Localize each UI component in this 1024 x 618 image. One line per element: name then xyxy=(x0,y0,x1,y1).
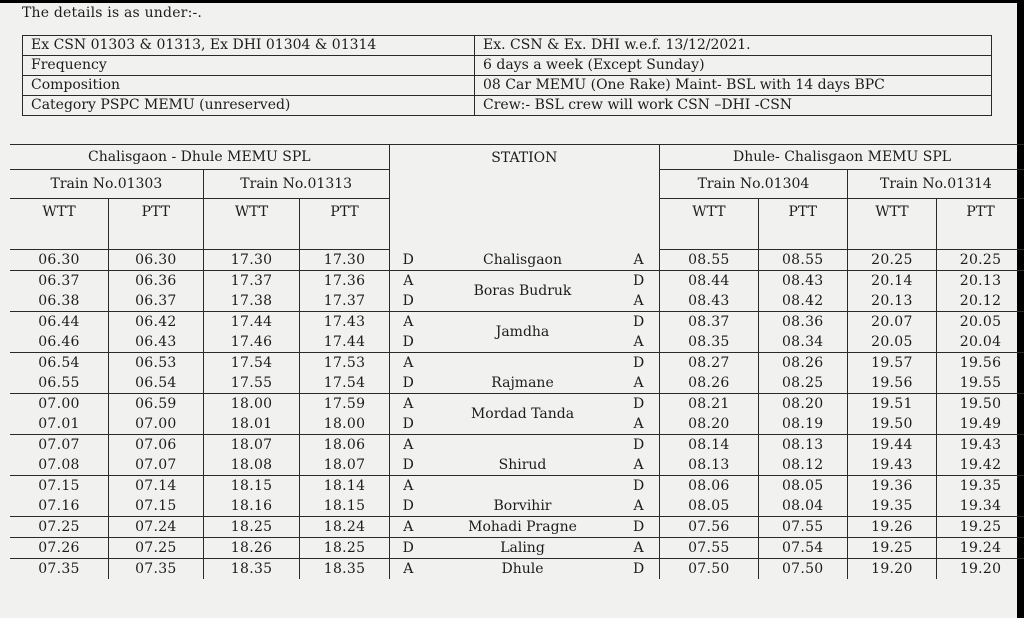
ptt-time: 07.15 xyxy=(108,496,203,517)
arrival-departure-flag: A xyxy=(618,414,660,435)
ptt-time: 18.24 xyxy=(300,517,389,538)
ptt-time: 07.25 xyxy=(108,538,203,559)
wtt-time: 18.07 xyxy=(203,435,300,456)
ptt-time: 19.56 xyxy=(959,355,1002,371)
station-name: Chalisgaon xyxy=(427,250,618,271)
ptt-time: 18.14 xyxy=(300,476,389,497)
ptt-time: 20.12 xyxy=(937,291,1024,312)
wtt-header: WTT xyxy=(660,199,759,250)
wtt-time: 07.35 xyxy=(10,559,108,580)
ptt-header: PTT xyxy=(108,199,203,250)
ptt-time: 08.04 xyxy=(758,496,847,517)
timetable-row xyxy=(10,538,1024,559)
wtt-time: 17.37 xyxy=(203,271,300,292)
arrival-departure-flag: A xyxy=(403,478,414,494)
ptt-time: 08.34 xyxy=(758,332,847,353)
ptt-time: 06.30 xyxy=(108,250,203,271)
wtt-time: 18.26 xyxy=(203,538,300,559)
wtt-time: 08.21 xyxy=(660,394,759,415)
info-row xyxy=(23,96,992,116)
wtt-time: 08.05 xyxy=(660,496,759,517)
ptt-time: 07.54 xyxy=(758,538,847,559)
arrival-departure-flag: D xyxy=(618,559,660,580)
info-right: Ex. CSN & Ex. DHI w.e.f. 13/12/2021. xyxy=(475,36,992,56)
ptt-time: 06.43 xyxy=(108,332,203,353)
ptt-time: 19.35 xyxy=(959,478,1002,494)
wtt-time: 19.35 xyxy=(847,496,936,517)
wtt-time: 08.55 xyxy=(660,250,759,271)
wtt-time: 06.55 xyxy=(10,373,108,394)
arrival-departure-flag: A xyxy=(403,396,414,412)
ptt-time: 17.44 xyxy=(300,332,389,353)
ptt-time: 17.36 xyxy=(300,271,389,292)
station-name: Rajmane xyxy=(427,373,618,394)
wtt-time: 19.20 xyxy=(847,559,936,580)
ptt-time: 19.24 xyxy=(937,538,1024,559)
wtt-time: 20.05 xyxy=(847,332,936,353)
timetable-row xyxy=(10,271,1024,292)
wtt-time: 20.25 xyxy=(847,250,936,271)
timetable-row xyxy=(10,517,1024,538)
ptt-time: 20.05 xyxy=(959,314,1002,330)
ptt-time: 06.42 xyxy=(108,312,203,333)
wtt-time: 06.46 xyxy=(10,332,108,353)
ptt-time: 08.43 xyxy=(758,271,847,292)
arrival-departure-flag: D xyxy=(618,271,660,292)
ptt-time: 17.37 xyxy=(300,291,389,312)
timetable-row xyxy=(10,312,1024,333)
wtt-time: 07.56 xyxy=(660,517,759,538)
ptt-time: 06.54 xyxy=(108,373,203,394)
info-left: Frequency xyxy=(23,56,475,76)
wtt-time: 19.43 xyxy=(847,455,936,476)
arrival-departure-flag: D xyxy=(389,455,427,476)
arrival-departure-flag: A xyxy=(618,250,660,271)
wtt-time: 18.35 xyxy=(203,559,300,580)
ptt-time: 06.37 xyxy=(108,291,203,312)
ptt-time: 08.25 xyxy=(758,373,847,394)
wtt-time: 07.08 xyxy=(10,455,108,476)
timetable-row xyxy=(10,496,1024,517)
timetable-row xyxy=(10,250,1024,271)
wtt-time: 08.44 xyxy=(660,271,759,292)
ptt-time: 08.12 xyxy=(758,455,847,476)
wtt-time: 18.25 xyxy=(203,517,300,538)
wtt-time: 17.30 xyxy=(203,250,300,271)
wtt-time: 07.26 xyxy=(10,538,108,559)
wtt-time: 06.44 xyxy=(10,312,108,333)
wtt-time: 19.51 xyxy=(847,394,936,415)
ptt-time: 19.43 xyxy=(959,437,1002,453)
arrival-departure-flag: D xyxy=(389,250,427,271)
arrival-departure-flag: D xyxy=(618,435,660,456)
arrival-departure-flag: D xyxy=(389,496,427,517)
wtt-time: 18.08 xyxy=(203,455,300,476)
ptt-time: 19.20 xyxy=(959,561,1002,577)
info-table xyxy=(22,35,992,116)
wtt-time: 07.16 xyxy=(10,496,108,517)
ptt-time: 20.25 xyxy=(937,250,1024,271)
arrival-departure-flag: A xyxy=(403,314,414,330)
arrival-departure-flag: A xyxy=(389,517,427,538)
ptt-time: 18.25 xyxy=(300,538,389,559)
ptt-time: 19.49 xyxy=(937,414,1024,435)
wtt-time: 18.00 xyxy=(203,394,300,415)
wtt-time: 20.13 xyxy=(847,291,936,312)
station-name xyxy=(427,435,618,456)
wtt-time: 08.06 xyxy=(660,476,759,497)
wtt-time: 06.54 xyxy=(10,353,108,374)
station-name: Laling xyxy=(427,538,618,559)
timetable-row xyxy=(10,455,1024,476)
ptt-time: 19.50 xyxy=(959,396,1002,412)
wtt-time: 17.44 xyxy=(203,312,300,333)
station-name: Boras Budruk xyxy=(427,271,618,312)
arrival-departure-flag: D xyxy=(618,394,660,415)
ptt-time: 08.19 xyxy=(758,414,847,435)
ptt-time: 18.00 xyxy=(300,414,389,435)
arrival-departure-flag: D xyxy=(389,373,427,394)
ptt-time: 17.43 xyxy=(300,312,389,333)
top-border xyxy=(0,0,1024,3)
wtt-time: 19.50 xyxy=(847,414,936,435)
wtt-time: 08.20 xyxy=(660,414,759,435)
station-name: Mohadi Pragne xyxy=(427,517,618,538)
info-left: Ex CSN 01303 & 01313, Ex DHI 01304 & 01314 xyxy=(23,36,475,56)
ptt-time: 20.13 xyxy=(959,273,1002,289)
timetable-row xyxy=(10,435,1024,456)
ptt-time: 08.42 xyxy=(758,291,847,312)
wtt-time: 19.57 xyxy=(847,353,936,374)
ptt-time: 18.07 xyxy=(300,455,389,476)
wtt-time: 07.15 xyxy=(10,476,108,497)
ptt-time: 08.55 xyxy=(758,250,847,271)
arrival-departure-flag: A xyxy=(403,561,414,577)
page-heading: The details is as under:-. xyxy=(22,5,203,21)
ptt-time: 08.05 xyxy=(758,476,847,497)
left-section-title: Chalisgaon - Dhule MEMU SPL xyxy=(10,145,389,170)
ptt-time: 17.54 xyxy=(300,373,389,394)
wtt-time: 19.44 xyxy=(847,435,936,456)
arrival-departure-flag: D xyxy=(618,517,660,538)
ptt-time: 07.24 xyxy=(108,517,203,538)
ptt-time: 07.00 xyxy=(108,414,203,435)
station-name xyxy=(427,476,618,497)
timetable xyxy=(10,144,1024,579)
ptt-time: 08.36 xyxy=(758,312,847,333)
arrival-departure-flag: D xyxy=(618,476,660,497)
arrival-departure-flag: A xyxy=(618,373,660,394)
wtt-time: 19.56 xyxy=(847,373,936,394)
station-name xyxy=(427,353,618,374)
station-name: Borvihir xyxy=(427,496,618,517)
ptt-time: 07.35 xyxy=(108,559,203,580)
ptt-time: 08.20 xyxy=(758,394,847,415)
arrival-departure-flag: D xyxy=(389,291,427,312)
station-name: Shirud xyxy=(427,455,618,476)
wtt-time: 07.00 xyxy=(10,394,108,415)
timetable-row xyxy=(10,394,1024,415)
wtt-header: WTT xyxy=(10,199,108,250)
ptt-time: 19.34 xyxy=(937,496,1024,517)
wtt-time: 17.55 xyxy=(203,373,300,394)
train-number: Train No.01314 xyxy=(847,170,1024,199)
station-name: Dhule xyxy=(501,561,544,577)
timetable-row xyxy=(10,559,1024,580)
ptt-time: 08.13 xyxy=(758,435,847,456)
wtt-time: 07.01 xyxy=(10,414,108,435)
ptt-time: 07.50 xyxy=(758,559,847,580)
arrival-departure-flag: A xyxy=(403,355,414,371)
wtt-time: 17.54 xyxy=(203,353,300,374)
right-section-title: Dhule- Chalisgaon MEMU SPL xyxy=(660,145,1024,170)
ptt-time: 19.55 xyxy=(937,373,1024,394)
wtt-time: 18.16 xyxy=(203,496,300,517)
info-right: Crew:- BSL crew will work CSN –DHI -CSN xyxy=(475,96,992,116)
arrival-departure-flag: D xyxy=(389,332,427,353)
wtt-header: WTT xyxy=(203,199,300,250)
ptt-time: 06.59 xyxy=(108,394,203,415)
wtt-time: 19.36 xyxy=(847,476,936,497)
wtt-time: 08.14 xyxy=(660,435,759,456)
info-right: 08 Car MEMU (One Rake) Maint- BSL with 14 days BPC xyxy=(475,76,992,96)
ptt-time: 07.06 xyxy=(108,435,203,456)
wtt-time: 08.27 xyxy=(660,353,759,374)
wtt-time: 20.14 xyxy=(847,271,936,292)
wtt-time: 19.26 xyxy=(847,517,936,538)
ptt-time: 19.42 xyxy=(937,455,1024,476)
ptt-time: 20.04 xyxy=(937,332,1024,353)
ptt-header: PTT xyxy=(758,199,847,250)
arrival-departure-flag: A xyxy=(618,455,660,476)
arrival-departure-flag: D xyxy=(389,414,427,435)
wtt-time: 08.43 xyxy=(660,291,759,312)
station-name: Mordad Tanda xyxy=(427,394,618,435)
ptt-time: 08.26 xyxy=(758,353,847,374)
arrival-departure-flag: D xyxy=(389,538,427,559)
ptt-time: 07.07 xyxy=(108,455,203,476)
wtt-time: 08.26 xyxy=(660,373,759,394)
ptt-time: 18.06 xyxy=(300,435,389,456)
wtt-time: 06.30 xyxy=(10,250,108,271)
ptt-time: 06.36 xyxy=(108,271,203,292)
wtt-time: 08.37 xyxy=(660,312,759,333)
timetable-row xyxy=(10,373,1024,394)
arrival-departure-flag: A xyxy=(618,496,660,517)
timetable-row xyxy=(10,353,1024,374)
ptt-time: 18.35 xyxy=(300,559,389,580)
train-number: Train No.01303 xyxy=(10,170,203,199)
ptt-time: 07.14 xyxy=(108,476,203,497)
ptt-time: 06.53 xyxy=(108,353,203,374)
ptt-header: PTT xyxy=(300,199,389,250)
arrival-departure-flag: A xyxy=(618,291,660,312)
arrival-departure-flag: A xyxy=(618,538,660,559)
wtt-time: 07.07 xyxy=(10,435,108,456)
wtt-time: 07.50 xyxy=(660,559,759,580)
info-row xyxy=(23,56,992,76)
wtt-time: 06.37 xyxy=(10,271,108,292)
wtt-time: 20.07 xyxy=(847,312,936,333)
info-row xyxy=(23,36,992,56)
info-left: Category PSPC MEMU (unreserved) xyxy=(23,96,475,116)
wtt-time: 19.25 xyxy=(847,538,936,559)
timetable-row xyxy=(10,476,1024,497)
station-name: Jamdha xyxy=(427,312,618,353)
ptt-time: 17.30 xyxy=(300,250,389,271)
ptt-time: 17.53 xyxy=(300,353,389,374)
info-right: 6 days a week (Except Sunday) xyxy=(475,56,992,76)
ptt-time: 18.15 xyxy=(300,496,389,517)
wtt-time: 18.01 xyxy=(203,414,300,435)
wtt-time: 17.46 xyxy=(203,332,300,353)
train-number: Train No.01304 xyxy=(660,170,848,199)
ptt-time: 07.55 xyxy=(758,517,847,538)
wtt-time: 07.55 xyxy=(660,538,759,559)
train-number: Train No.01313 xyxy=(203,170,389,199)
wtt-header: WTT xyxy=(847,199,936,250)
wtt-time: 08.35 xyxy=(660,332,759,353)
info-left: Composition xyxy=(23,76,475,96)
info-row xyxy=(23,76,992,96)
ptt-header: PTT xyxy=(937,199,1024,250)
station-header: STATION xyxy=(389,145,659,250)
arrival-departure-flag: D xyxy=(618,312,660,333)
arrival-departure-flag: D xyxy=(618,353,660,374)
wtt-time: 18.15 xyxy=(203,476,300,497)
ptt-time: 17.59 xyxy=(300,394,389,415)
wtt-time: 17.38 xyxy=(203,291,300,312)
wtt-time: 06.38 xyxy=(10,291,108,312)
wtt-time: 07.25 xyxy=(10,517,108,538)
wtt-time: 08.13 xyxy=(660,455,759,476)
arrival-departure-flag: A xyxy=(403,437,414,453)
ptt-time: 19.25 xyxy=(937,517,1024,538)
arrival-departure-flag: A xyxy=(403,273,414,289)
arrival-departure-flag: A xyxy=(618,332,660,353)
